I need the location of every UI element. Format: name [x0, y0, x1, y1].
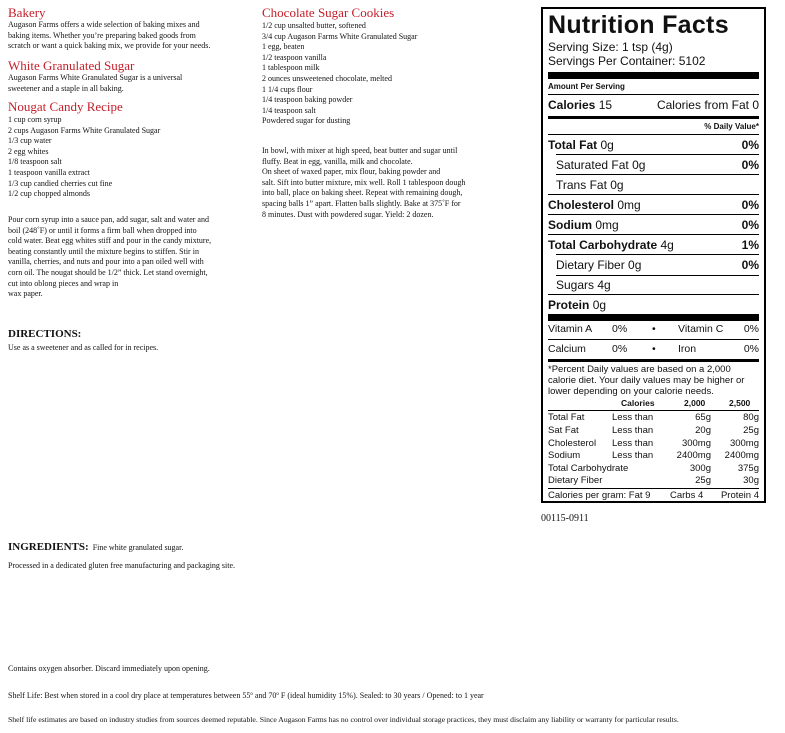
amount-per-serving: Amount Per Serving	[548, 82, 625, 91]
bakery-heading: Bakery	[8, 5, 46, 20]
cookies-heading: Chocolate Sugar Cookies	[262, 5, 395, 20]
direction-line: In bowl, with mixer at high speed, beat butter and sugar until	[262, 146, 458, 155]
divider	[548, 359, 759, 362]
divider	[548, 339, 759, 340]
nutrient-amount: 0g	[610, 178, 624, 192]
daily-value-header: % Daily Value*	[704, 122, 759, 131]
table-cell: 65g	[695, 412, 711, 423]
divider	[556, 154, 759, 155]
shelf-life-statement: Shelf Life: Best when stored in a cool dry place at temperatures between 55º and 70º F (ideal humidity 15%). Sealed: to 30 years / Opened: to 1 year	[8, 691, 484, 700]
nutrient-amount: 0g	[632, 158, 646, 172]
nutrition-facts-panel	[541, 7, 766, 503]
nougat-ingredients	[8, 115, 160, 200]
nutrient-dv: 0%	[741, 198, 759, 212]
ingredients-heading: INGREDIENTS:	[8, 541, 89, 553]
table-cell: 30g	[743, 475, 759, 486]
per-gram-carbs: Carbs 4	[670, 490, 704, 501]
divider	[548, 488, 759, 489]
ingredients-text: Fine white granulated sugar.	[92, 543, 184, 552]
ingredient-line: 1 tablespoon milk	[262, 63, 320, 73]
nutrient-dv: 0%	[741, 258, 759, 272]
sugars-row	[548, 278, 759, 292]
product-code: 00115-0911	[541, 513, 589, 524]
ingredient-line: 2 cups Augason Farms White Granulated Sugar	[8, 125, 161, 135]
ingredient-line: 1/8 teaspoon salt	[8, 157, 62, 167]
table-cell: Less than	[612, 438, 654, 449]
table-cell: 25g	[743, 425, 759, 436]
ingredient-line: 1/2 cup unsalted butter, softened	[262, 21, 366, 30]
table-cell: Less than	[612, 425, 654, 436]
direction-line: boil (248˚F) or until it forms a firm ball when dropped into	[8, 225, 197, 235]
table-header-2000: 2,000	[684, 398, 706, 408]
text-line: baking items. Whether you’re preparing baked goods from	[8, 30, 196, 40]
direction-line: corn oil. The nougat should be 1/2” thick. Let stand overnight,	[8, 267, 208, 277]
ingredient-line: 1 1/4 cups flour	[262, 84, 313, 94]
directions-text: Use as a sweetener and as called for in recipes.	[8, 343, 159, 352]
nutrient-amount: 0mg	[617, 198, 641, 212]
table-cell: 80g	[743, 412, 759, 423]
nutrient-amount: 0mg	[595, 218, 619, 232]
ingredient-line: 1/3 cup candied cherries cut fine	[8, 178, 113, 188]
nutrient-dv: 0%	[741, 138, 759, 152]
bullet: •	[652, 343, 656, 355]
nutrient-amount: 4g	[660, 238, 674, 252]
divider	[548, 134, 759, 135]
nutrient-dv: 0%	[741, 158, 759, 172]
ingredient-line: 1/4 teaspoon salt	[262, 105, 316, 115]
cholesterol-row	[548, 198, 759, 212]
table-cell: 300mg	[681, 438, 711, 449]
ingredient-line: 1/4 teaspoon baking powder	[262, 95, 353, 105]
table-header-calories: Calories	[621, 398, 655, 408]
table-header-2500: 2,500	[729, 398, 751, 408]
disclaimer: Shelf life estimates are based on industry studies from sources deemed reputable. Since Augason Farms has no control over individual storage practices, they must disclaim any liability or warranty for particular results.	[8, 715, 679, 724]
ingredient-line: 2 egg whites	[8, 146, 49, 156]
ingredient-line: 1 teaspoon vanilla extract	[8, 167, 90, 177]
processed-statement: Processed in a dedicated gluten free manufacturing and packaging site.	[8, 561, 236, 570]
ingredient-line: 2 ounces unsweetened chocolate, melted	[262, 73, 392, 83]
ingredients-block	[8, 537, 183, 555]
nutrition-title: Nutrition Facts	[548, 11, 729, 39]
table-cell: Total Carbohydrate	[548, 463, 629, 474]
servings-per-container: Servings Per Container: 5102	[548, 54, 706, 68]
calories-value: 15	[598, 98, 613, 112]
vitamin-c-dv: 0%	[743, 323, 759, 335]
text-line: Augason Farms White Granulated Sugar is a universal	[8, 73, 183, 82]
calories-label: Calories	[548, 98, 596, 112]
divider	[548, 72, 759, 79]
daily-value-footnote	[548, 364, 759, 397]
calcium-dv: 0%	[612, 343, 628, 355]
nutrient-amount: 0g	[592, 298, 607, 312]
nutrient-label: Sugars	[556, 278, 595, 292]
saturated-fat-row	[548, 158, 759, 172]
ingredient-line: 1/2 teaspoon vanilla	[262, 52, 327, 62]
nutrient-label: Saturated Fat	[556, 158, 629, 172]
nutrient-label: Cholesterol	[548, 198, 615, 212]
table-cell: Total Fat	[548, 412, 585, 423]
calories-row	[548, 98, 759, 112]
ingredient-line: 1 egg, beaten	[262, 42, 305, 52]
divider	[556, 275, 759, 276]
direction-line: cut into oblong pieces and wrap in	[8, 278, 119, 288]
table-cell: 25g	[695, 475, 711, 486]
divider	[548, 314, 759, 321]
table-cell: Less than	[612, 450, 654, 461]
nougat-directions	[8, 215, 211, 300]
divider	[548, 294, 759, 295]
footnote-line: calorie diet. Your daily values may be higher or	[548, 375, 745, 386]
nougat-heading: Nougat Candy Recipe	[8, 99, 123, 114]
text-line: sweetener and a staple in all baking.	[8, 83, 124, 93]
iron-dv: 0%	[743, 343, 759, 355]
bullet: •	[652, 323, 656, 335]
total-carb-row	[548, 238, 759, 252]
divider	[556, 174, 759, 175]
table-cell: 375g	[737, 463, 759, 474]
nutrient-amount: 4g	[597, 278, 611, 292]
table-cell: Sat Fat	[548, 425, 579, 436]
vitamin-a-label: Vitamin A	[548, 323, 593, 335]
calories-from-fat: Calories from Fat 0	[656, 98, 759, 112]
direction-line: Pour corn syrup into a sauce pan, add sugar, salt and water and	[8, 215, 209, 224]
white-sugar-heading: White Granulated Sugar	[8, 58, 135, 73]
text-line: Augason Farms offers a wide selection of baking mixes and	[8, 20, 200, 29]
oxygen-absorber-notice: Contains oxygen absorber. Discard immediately upon opening.	[8, 664, 210, 673]
nutrient-label: Sodium	[548, 218, 592, 232]
divider	[556, 254, 759, 255]
nutrient-amount: 0g	[628, 258, 642, 272]
ingredient-line: 3/4 cup Augason Farms White Granulated Sugar	[262, 31, 418, 41]
divider	[548, 234, 759, 235]
nutrient-label: Total Carbohydrate	[548, 238, 658, 252]
divider	[548, 194, 759, 195]
direction-line: On sheet of waxed paper, mix flour, baking powder and	[262, 167, 441, 177]
table-cell: 20g	[695, 425, 711, 436]
nutrient-dv: 1%	[741, 238, 759, 252]
per-gram-label: Calories per gram: Fat 9	[548, 490, 651, 501]
vitamin-c-label: Vitamin C	[678, 323, 724, 335]
dietary-fiber-row	[548, 258, 759, 272]
table-cell: Less than	[612, 412, 654, 423]
table-cell: 300mg	[729, 438, 759, 449]
table-cell: Dietary Fiber	[548, 475, 603, 486]
divider	[548, 116, 759, 119]
nutrient-label: Dietary Fiber	[556, 258, 625, 272]
per-gram-protein: Protein 4	[720, 490, 759, 501]
divider	[548, 214, 759, 215]
direction-line: beating constantly until the mixture begins to stiffen. Stir in	[8, 246, 199, 256]
direction-line: cold water. Beat egg whites stiff and pour in the candy mixture,	[8, 236, 212, 246]
direction-line: vanilla, cherries, and nuts and pour into a pan oiled well with	[8, 257, 204, 267]
table-cell: 300g	[689, 463, 711, 474]
serving-size: Serving Size: 1 tsp (4g)	[548, 40, 673, 54]
table-cell: 2400mg	[676, 450, 711, 461]
cookies-ingredients	[262, 21, 417, 127]
direction-line: spacing balls 1” apart. Flatten balls slightly. Bake at 375˚F for	[262, 198, 461, 208]
trans-fat-row	[548, 178, 759, 192]
direction-line: fluffy. Beat in egg, vanilla, milk and chocolate.	[262, 156, 413, 166]
footnote-line: *Percent Daily values are based on a 2,000	[548, 364, 731, 375]
direction-line: salt. Sift into butter mixture, mix well. Roll 1 tablespoon dough	[262, 177, 466, 187]
ingredient-line: 1/2 cup chopped almonds	[8, 189, 90, 199]
direction-line: into ball, place on baking sheet. Repeat with remaining dough,	[262, 188, 463, 198]
calcium-label: Calcium	[548, 343, 586, 355]
text-line: scratch or want a quick baking mix, we provide for your needs.	[8, 41, 211, 51]
direction-line: wax paper.	[8, 289, 43, 299]
ingredient-line: 1/3 cup water	[8, 136, 52, 146]
directions-heading: DIRECTIONS:	[8, 328, 82, 340]
nutrient-amount: 0g	[600, 138, 614, 152]
divider	[548, 94, 759, 95]
nutrient-label: Protein	[548, 298, 590, 312]
nutrient-label: Total Fat	[548, 138, 598, 152]
nutrient-dv: 0%	[741, 218, 759, 232]
nutrient-label: Trans Fat	[556, 178, 607, 192]
iron-label: Iron	[678, 343, 697, 355]
cookies-directions	[262, 146, 465, 220]
vitamin-a-dv: 0%	[612, 323, 628, 335]
direction-line: 8 minutes. Dust with powdered sugar. Yield: 2 dozen.	[262, 209, 434, 219]
total-fat-row	[548, 138, 759, 152]
table-cell: Cholesterol	[548, 438, 597, 449]
sodium-row	[548, 218, 759, 232]
footnote-line: lower depending on your calorie needs.	[548, 386, 714, 397]
protein-row	[548, 298, 759, 312]
table-cell: Sodium	[548, 450, 581, 461]
ingredient-line: 1 cup corn syrup	[8, 115, 62, 124]
white-sugar-text	[8, 73, 182, 94]
divider	[548, 410, 759, 411]
ingredient-line: Powdered sugar for dusting	[262, 116, 351, 126]
bakery-text	[8, 20, 210, 52]
table-cell: 2400mg	[724, 450, 759, 461]
